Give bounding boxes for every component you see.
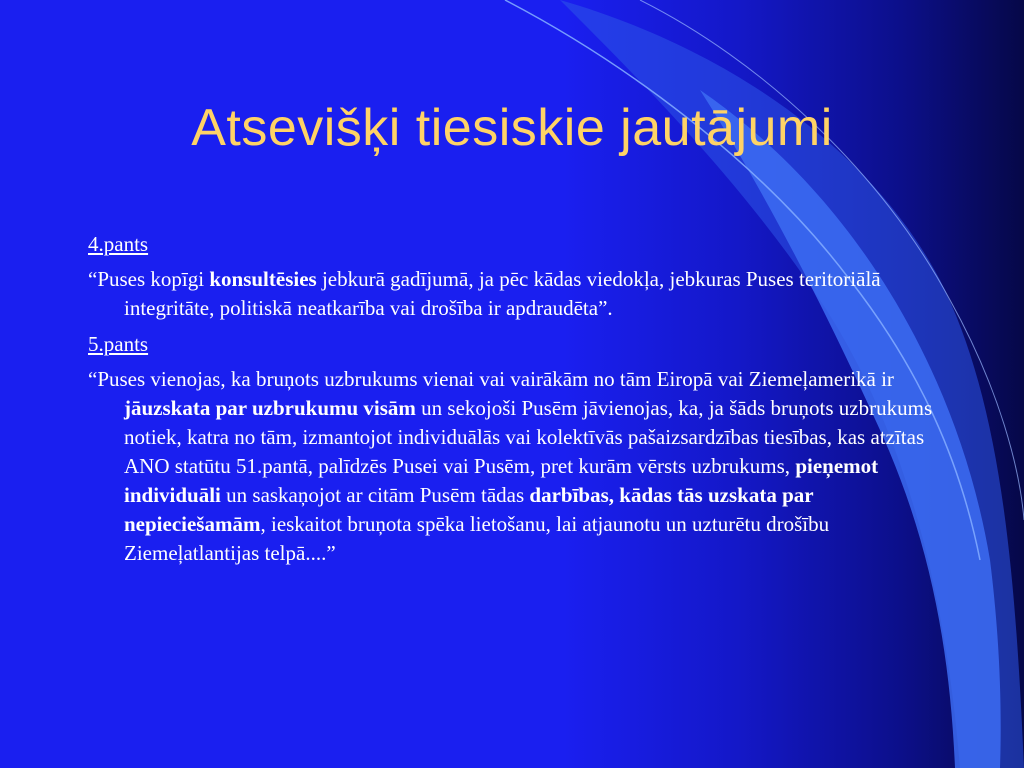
- article-4-bold-consult: konsultēsies: [209, 267, 317, 291]
- article-5-text-part4: , ieskaitot bruņota spēka lietošanu, lai atjaunotu un uzturētu drošību Ziemeļatlantijas telpā....”: [124, 512, 830, 565]
- article-4-text-part2: jebkurā gadījumā, ja pēc kādas viedokļa, jebkuras Puses teritoriālā integritāte, politiskā neatkarība vai drošība ir apdraudēta”.: [124, 267, 881, 320]
- article-5-text-part2: un sekojoši Pusēm jāvienojas, ka, ja šāds bruņots uzbrukums notiek, katra no tām, izmantojot individuālās vai kolektīvās pašaizsardzības tiesības, kas atzītas ANO statūtu 51.pantā, palīdzēs Pusei vai Pusēm, pret kurām vērsts uzbrukums,: [124, 396, 933, 478]
- article-5-bold-attack-on-all: jāuzskata par uzbrukumu visām: [124, 396, 416, 420]
- article-5-bold-actions: darbības, kādas tās uzskata par nepieciešamām: [124, 483, 814, 536]
- slide-body: [88, 230, 948, 575]
- article-5-text-part1: “Puses vienojas, ka bruņots uzbrukums vienai vai vairākām no tām Eiropā vai Ziemeļamerikā ir: [88, 367, 894, 391]
- article-5-text-part3: un saskaņojot ar citām Pusēm tādas: [220, 483, 530, 507]
- article-5-link[interactable]: 5.pants: [88, 332, 149, 356]
- article-5-bold-individually: pieņemot individuāli: [124, 454, 879, 507]
- article-4-text: [88, 265, 948, 323]
- article-4-link[interactable]: 4.pants: [88, 232, 149, 256]
- article-4-text-part1: “Puses kopīgi: [88, 267, 210, 291]
- article-5-heading[interactable]: [88, 330, 948, 359]
- slide-title: Atsevišķi tiesiskie jautājumi: [191, 99, 833, 157]
- article-5-text: [88, 365, 948, 568]
- article-4-heading[interactable]: [88, 230, 948, 259]
